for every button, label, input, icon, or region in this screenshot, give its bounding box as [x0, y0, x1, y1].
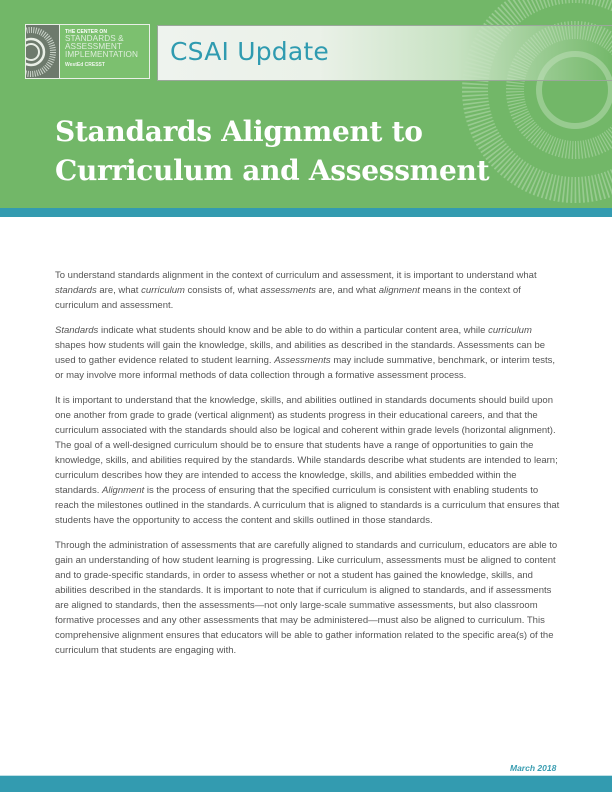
footer-accent-bar — [0, 776, 612, 792]
publication-date: March 2018 — [510, 763, 557, 773]
update-banner — [157, 25, 612, 81]
document-title-line-2: Curriculum and Assessment — [55, 154, 490, 187]
banner-title: CSAI Update — [170, 37, 329, 66]
emphasis: assessments — [260, 285, 316, 296]
document-title-line-1: Standards Alignment to — [55, 115, 423, 148]
emphasis: Assessments — [274, 355, 331, 366]
emphasis: curriculum — [488, 325, 532, 336]
text: means in the context of curriculum and assessment. — [55, 285, 521, 311]
text: indicate what students should know and be able to do within a particular content area, while — [98, 325, 489, 336]
document-body — [55, 268, 560, 668]
text: shapes how students will gain the knowledge, skills, and abilities as described in the standards. Assessments can be used to gather evidence related to student learning. — [55, 340, 546, 366]
paragraph-3 — [55, 393, 560, 528]
text: consists of, what — [184, 285, 261, 296]
logo-line-1: THE CENTER ON — [65, 29, 108, 35]
text: are, and what — [315, 285, 379, 296]
text: To understand standards alignment in the context of curriculum and assessment, it is important to understand what — [55, 270, 537, 281]
paragraph-4: Through the administration of assessments that are carefully aligned to standards and curriculum, educators are able to gain an understanding of how student learning is progressing. Like curriculum, assessments must be aligned to content and to grade-specific standards, in order to assess whether or not a student has gained the knowledge, skills, and abilities described in the standards. It is important to note that if curriculum is aligned to standards, and if assessments are aligned to standards, then the assessments—not only large-scale summative assessments, but also classroom formative processes and any other assessments that may be administered—must also be aligned to curriculum. This comprehensive alignment ensures that educators will be able to gather information related to the specific area(s) of the curriculum that students are engaging with. — [55, 540, 558, 656]
csai-logo — [25, 24, 150, 79]
header-accent-bar — [0, 208, 612, 217]
emphasis: Alignment — [102, 485, 145, 496]
emphasis: alignment — [378, 285, 420, 296]
logo-mark-icon — [26, 25, 60, 78]
paragraph-2 — [55, 323, 560, 383]
logo-partners: WestEd CRESST — [65, 61, 105, 68]
text: may include summative, benchmark, or interim tests, or may involve more informal methods of data collection through a formative assessment process. — [55, 355, 556, 381]
logo-line-4: IMPLEMENTATION — [65, 50, 138, 60]
emphasis: curriculum — [141, 285, 185, 296]
text: are, what — [96, 285, 142, 296]
logo-line-2: STANDARDS & — [65, 34, 124, 43]
header-band — [0, 0, 612, 208]
text: is the process of ensuring that the specified curriculum is consistent with enabling students to reach the milestones outlined in the standards. A curriculum that is aligned to standards is a curriculum that ensures that students have the opportunity to access the content and skills outlined in those standards. — [55, 485, 560, 526]
text: It is important to understand that the knowledge, skills, and abilities outlined in standards documents should build upon one another from grade to grade (vertical alignment) as students progress in their educational careers, and that the curriculum associated with the standards should also be logical and coherent within grade levels (horizontal alignment). The goal of a well-designed curriculum should be to ensure that students have a range of opportunities to gain the knowledge, skills, and abilities required by the standards. While standards describe what students are intended to learn; curriculum describes how they are intended to access the knowledge, skills, and abilities embedded within the standards. — [55, 395, 558, 496]
logo-line-3: ASSESSMENT — [65, 42, 122, 52]
emphasis: Standards — [55, 325, 99, 336]
document-title — [55, 112, 575, 190]
emphasis: standards — [55, 285, 97, 296]
paragraph-1 — [55, 268, 560, 313]
